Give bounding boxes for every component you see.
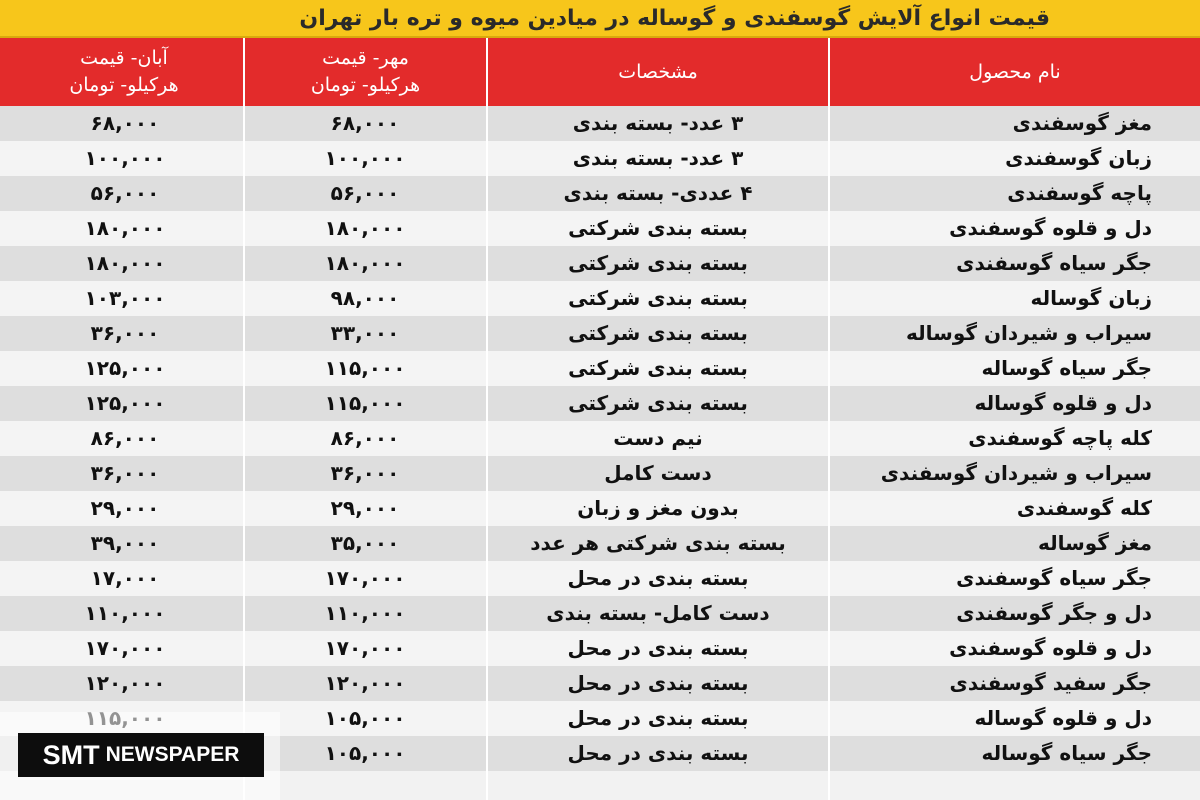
product-name-cell: کله پاچه گوسفندی — [968, 426, 1152, 450]
spec-cell: بسته بندی شرکتی — [568, 321, 748, 345]
aban-price-cell: ۳۹,۰۰۰ — [90, 531, 160, 555]
table-row — [0, 386, 1200, 421]
header-mehr-line2: هرکیلو- تومان — [310, 74, 421, 96]
logo-brand: SMT — [42, 739, 100, 770]
spec-cell: دست کامل — [604, 461, 712, 485]
spec-cell: بسته بندی در محل — [567, 566, 749, 590]
logo-suffix: NEWSPAPER — [105, 743, 240, 766]
mehr-price-cell: ۱۷۰,۰۰۰ — [324, 636, 406, 660]
table-row — [0, 211, 1200, 246]
mehr-price-cell: ۳۶,۰۰۰ — [330, 461, 400, 485]
header-aban-line1: آبان- قیمت — [80, 47, 168, 69]
aban-price-cell: ۱۲۵,۰۰۰ — [84, 356, 166, 380]
table-row — [0, 631, 1200, 666]
table-row — [0, 561, 1200, 596]
aban-price-cell: ۱۰۰,۰۰۰ — [84, 146, 166, 170]
mehr-price-cell: ۱۰۵,۰۰۰ — [324, 741, 406, 765]
aban-price-cell: ۵۶,۰۰۰ — [90, 181, 160, 205]
spec-cell: بسته بندی شرکتی — [568, 216, 748, 240]
table-row — [0, 281, 1200, 316]
header-divider — [828, 38, 830, 106]
spec-cell: بسته بندی شرکتی — [568, 286, 748, 310]
mehr-price-cell: ۱۰۰,۰۰۰ — [324, 146, 406, 170]
aban-price-cell: ۱۲۵,۰۰۰ — [84, 391, 166, 415]
mehr-price-cell: ۸۶,۰۰۰ — [330, 426, 400, 450]
aban-price-cell: ۱۷,۰۰۰ — [90, 566, 160, 590]
table-row — [0, 596, 1200, 631]
table-row — [0, 176, 1200, 211]
column-divider — [243, 106, 245, 800]
aban-price-cell: ۱۷۰,۰۰۰ — [84, 636, 166, 660]
aban-price-cell: ۳۶,۰۰۰ — [90, 461, 160, 485]
product-name-cell: جگر سیاه گوسفندی — [956, 251, 1152, 275]
spec-cell: بسته بندی در محل — [567, 706, 749, 730]
header-name-label: نام محصول — [969, 60, 1061, 83]
header-mehr — [245, 38, 486, 106]
newspaper-logo — [18, 733, 264, 777]
spec-cell: بسته بندی در محل — [567, 741, 749, 765]
mehr-price-cell: ۱۱۵,۰۰۰ — [324, 391, 406, 415]
header-divider — [486, 38, 488, 106]
product-name-cell: پاچه گوسفندی — [1007, 181, 1152, 205]
table-row — [0, 351, 1200, 386]
mehr-price-cell: ۱۱۵,۰۰۰ — [324, 356, 406, 380]
product-name-cell: سیراب و شیردان گوسفندی — [880, 461, 1152, 485]
spec-cell: دست کامل- بسته بندی — [546, 601, 770, 625]
mehr-price-cell: ۵۶,۰۰۰ — [330, 181, 400, 205]
product-name-cell: کله گوسفندی — [1016, 496, 1152, 520]
table-row — [0, 141, 1200, 176]
product-name-cell: جگر سیاه گوساله — [981, 356, 1152, 380]
header-divider — [243, 38, 245, 106]
spec-cell: نیم دست — [613, 426, 703, 450]
aban-price-cell: ۲۹,۰۰۰ — [90, 496, 160, 520]
table-header — [0, 38, 1200, 106]
spec-cell: ۳ عدد- بسته بندی — [572, 146, 744, 170]
spec-cell: بسته بندی شرکتی — [568, 251, 748, 275]
mehr-price-cell: ۳۳,۰۰۰ — [330, 321, 400, 345]
table-title: قیمت انواع آلایش گوسفندی و گوساله در میادین میوه و تره بار تهران — [299, 6, 1050, 31]
column-divider — [828, 106, 830, 800]
aban-price-cell: ۶۸,۰۰۰ — [90, 111, 160, 135]
product-name-cell: زبان گوساله — [1030, 286, 1152, 310]
product-name-cell: جگر سفید گوسفندی — [949, 671, 1152, 695]
header-spec-label: مشخصات — [618, 60, 698, 83]
spec-cell: بدون مغز و زبان — [577, 496, 739, 520]
spec-cell: بسته بندی در محل — [567, 671, 749, 695]
table-row — [0, 246, 1200, 281]
table-row — [0, 666, 1200, 701]
header-mehr-line1: مهر- قیمت — [322, 47, 409, 69]
header-aban-line2: هرکیلو- تومان — [69, 74, 179, 96]
mehr-price-cell: ۱۰۵,۰۰۰ — [324, 706, 406, 730]
product-name-cell: دل و قلوه گوسفندی — [949, 636, 1152, 660]
mehr-price-cell: ۱۸۰,۰۰۰ — [324, 251, 406, 275]
product-name-cell: جگر سیاه گوسفندی — [956, 566, 1152, 590]
aban-price-cell: ۱۰۳,۰۰۰ — [84, 286, 166, 310]
product-name-cell: دل و قلوه گوسفندی — [949, 216, 1152, 240]
spec-cell: ۴ عددی- بسته بندی — [563, 181, 753, 205]
spec-cell: بسته بندی شرکتی هر عدد — [530, 531, 786, 555]
aban-price-cell: ۱۸۰,۰۰۰ — [84, 251, 166, 275]
header-name — [830, 38, 1200, 106]
mehr-price-cell: ۳۵,۰۰۰ — [330, 531, 400, 555]
product-name-cell: دل و قلوه گوساله — [974, 391, 1152, 415]
table-row — [0, 491, 1200, 526]
mehr-price-cell: ۱۸۰,۰۰۰ — [324, 216, 406, 240]
product-name-cell: جگر سیاه گوساله — [981, 741, 1152, 765]
mehr-price-cell: ۱۲۰,۰۰۰ — [324, 671, 406, 695]
product-name-cell: زبان گوسفندی — [1005, 146, 1152, 170]
aban-price-cell: ۸۶,۰۰۰ — [90, 426, 160, 450]
table-row — [0, 106, 1200, 141]
product-name-cell: مغز گوسفندی — [1012, 111, 1152, 135]
table-row — [0, 316, 1200, 351]
mehr-price-cell: ۱۱۰,۰۰۰ — [324, 601, 406, 625]
header-aban — [5, 38, 243, 106]
product-name-cell: سیراب و شیردان گوساله — [906, 321, 1152, 345]
product-name-cell: مغز گوساله — [1037, 531, 1152, 555]
table-row — [0, 421, 1200, 456]
aban-price-cell: ۳۶,۰۰۰ — [90, 321, 160, 345]
product-name-cell: دل و قلوه گوساله — [974, 706, 1152, 730]
mehr-price-cell: ۹۸,۰۰۰ — [330, 286, 400, 310]
aban-price-cell: ۱۱۰,۰۰۰ — [84, 601, 166, 625]
mehr-price-cell: ۶۸,۰۰۰ — [330, 111, 400, 135]
mehr-price-cell: ۱۷۰,۰۰۰ — [324, 566, 406, 590]
aban-price-cell: ۱۲۰,۰۰۰ — [84, 671, 166, 695]
mehr-price-cell: ۲۹,۰۰۰ — [330, 496, 400, 520]
title-bar — [0, 0, 1200, 38]
header-spec — [488, 38, 828, 106]
table-row — [0, 526, 1200, 561]
column-divider — [486, 106, 488, 800]
spec-cell: بسته بندی شرکتی — [568, 391, 748, 415]
product-name-cell: دل و جگر گوسفندی — [956, 601, 1152, 625]
aban-price-cell: ۱۸۰,۰۰۰ — [84, 216, 166, 240]
spec-cell: ۳ عدد- بسته بندی — [572, 111, 744, 135]
spec-cell: بسته بندی در محل — [567, 636, 749, 660]
spec-cell: بسته بندی شرکتی — [568, 356, 748, 380]
table-row — [0, 456, 1200, 491]
